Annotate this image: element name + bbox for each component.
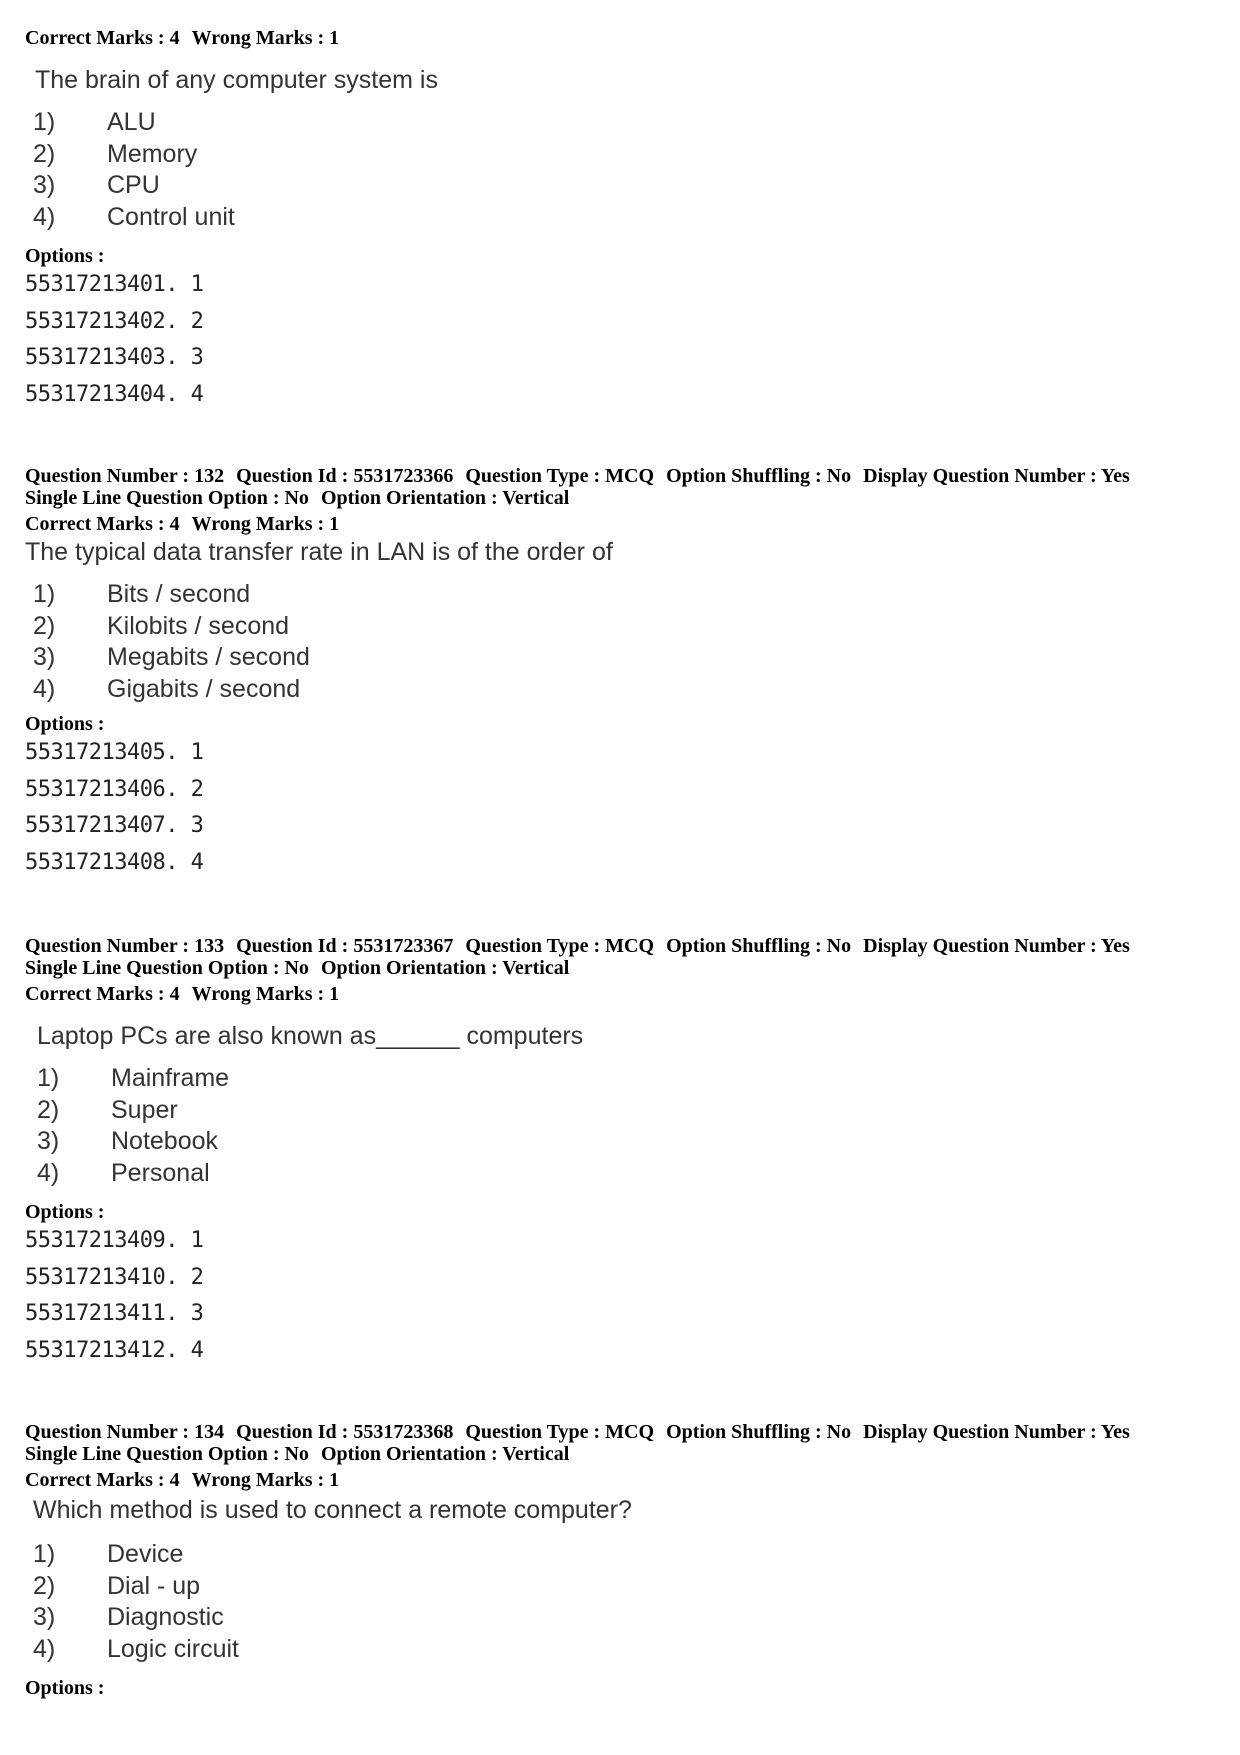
option-shuffling: Option Shuffling : No bbox=[666, 1421, 852, 1443]
marks-line bbox=[25, 983, 1225, 1005]
option-id: 55317213402. 2 bbox=[25, 308, 204, 334]
answer-choice: 2) Kilobits / second bbox=[33, 611, 290, 640]
single-line-option: Single Line Question Option : No bbox=[25, 1443, 309, 1465]
question-number: Question Number : 134 bbox=[25, 1421, 225, 1443]
answer-choice: 2) Dial - up bbox=[33, 1571, 201, 1600]
answer-choice: 3) CPU bbox=[33, 171, 160, 199]
question-id: Question Id : 5531723367 bbox=[236, 935, 454, 957]
display-question-number: Display Question Number : Yes bbox=[863, 1421, 1130, 1443]
answer-choice: 3) Notebook bbox=[37, 1127, 219, 1155]
answer-choice: 4) Logic circuit bbox=[33, 1634, 239, 1663]
marks-line bbox=[25, 513, 1225, 535]
question-text: The brain of any computer system is bbox=[35, 66, 438, 94]
option-id: 55317213403. 3 bbox=[25, 345, 204, 370]
correct-marks: Correct Marks : 4 bbox=[25, 1469, 180, 1491]
option-orientation: Option Orientation : Vertical bbox=[320, 487, 570, 509]
question-meta-2 bbox=[25, 957, 1225, 979]
question-meta bbox=[25, 935, 1225, 957]
answer-choice: 4) Gigabits / second bbox=[33, 674, 301, 703]
options-label: Options : bbox=[25, 1677, 105, 1699]
option-orientation: Option Orientation : Vertical bbox=[320, 957, 570, 979]
marks-line bbox=[25, 1469, 1225, 1491]
single-line-option: Single Line Question Option : No bbox=[25, 487, 309, 509]
marks-line bbox=[25, 27, 1225, 49]
question-type: Question Type : MCQ bbox=[465, 1421, 655, 1443]
option-id: 55317213405. 1 bbox=[25, 740, 204, 765]
correct-marks: Correct Marks : 4 bbox=[25, 983, 180, 1005]
display-question-number: Display Question Number : Yes bbox=[863, 935, 1130, 957]
option-id: 55317213408. 4 bbox=[25, 849, 204, 875]
question-text: Laptop PCs are also known as______ computers bbox=[37, 1022, 584, 1050]
wrong-marks: Wrong Marks : 1 bbox=[191, 27, 340, 49]
options-label: Options : bbox=[25, 713, 105, 735]
answer-choice: 3) Diagnostic bbox=[33, 1603, 224, 1631]
answer-choice: 1) ALU bbox=[33, 108, 156, 136]
answer-choices bbox=[25, 107, 1225, 233]
option-id: 55317213407. 3 bbox=[25, 813, 204, 838]
question-text: The typical data transfer rate in LAN is of the order of bbox=[25, 538, 613, 566]
option-id: 55317213412. 4 bbox=[25, 1337, 204, 1363]
options-label: Options : bbox=[25, 1201, 105, 1223]
wrong-marks: Wrong Marks : 1 bbox=[191, 513, 340, 535]
option-id: 55317213409. 1 bbox=[25, 1228, 204, 1253]
question-number: Question Number : 132 bbox=[25, 465, 225, 487]
options-label: Options : bbox=[25, 245, 105, 267]
question-meta-2 bbox=[25, 487, 1225, 509]
answer-choice: 1) Mainframe bbox=[37, 1064, 230, 1092]
wrong-marks: Wrong Marks : 1 bbox=[191, 983, 340, 1005]
question-id: Question Id : 5531723368 bbox=[236, 1421, 454, 1443]
answer-choice: 4) Control unit bbox=[33, 202, 235, 231]
answer-choice: 4) Personal bbox=[37, 1158, 210, 1187]
answer-choice: 1) Bits / second bbox=[33, 580, 251, 608]
answer-choice: 2) Super bbox=[37, 1095, 178, 1124]
option-id: 55317213410. 2 bbox=[25, 1264, 204, 1290]
wrong-marks: Wrong Marks : 1 bbox=[191, 1469, 340, 1491]
question-meta bbox=[25, 465, 1225, 487]
display-question-number: Display Question Number : Yes bbox=[863, 465, 1130, 487]
option-orientation: Option Orientation : Vertical bbox=[320, 1443, 570, 1465]
question-132 bbox=[25, 465, 1225, 881]
option-shuffling: Option Shuffling : No bbox=[666, 935, 852, 957]
question-type: Question Type : MCQ bbox=[465, 465, 655, 487]
option-id: 55317213406. 2 bbox=[25, 776, 204, 802]
option-ids bbox=[25, 735, 1225, 881]
answer-choices bbox=[25, 1539, 1225, 1665]
correct-marks: Correct Marks : 4 bbox=[25, 27, 180, 49]
question-id: Question Id : 5531723366 bbox=[236, 465, 454, 487]
answer-choices bbox=[29, 1063, 1225, 1189]
question-131 bbox=[25, 27, 1225, 413]
option-id: 55317213411. 3 bbox=[25, 1301, 204, 1326]
question-type: Question Type : MCQ bbox=[465, 935, 655, 957]
answer-choice: 3) Megabits / second bbox=[33, 643, 310, 671]
single-line-option: Single Line Question Option : No bbox=[25, 957, 309, 979]
answer-choice: 2) Memory bbox=[33, 139, 198, 168]
option-ids bbox=[25, 1223, 1225, 1369]
answer-choice: 1) Device bbox=[33, 1540, 184, 1568]
question-meta bbox=[25, 1421, 1225, 1443]
option-ids bbox=[25, 267, 1225, 413]
option-id: 55317213404. 4 bbox=[25, 381, 204, 407]
question-meta-2 bbox=[25, 1443, 1225, 1465]
option-shuffling: Option Shuffling : No bbox=[666, 465, 852, 487]
correct-marks: Correct Marks : 4 bbox=[25, 513, 180, 535]
question-text: Which method is used to connect a remote computer? bbox=[33, 1496, 632, 1524]
answer-choices bbox=[25, 579, 1225, 705]
option-id: 55317213401. 1 bbox=[25, 272, 204, 297]
question-134 bbox=[25, 1421, 1225, 1699]
question-number: Question Number : 133 bbox=[25, 935, 225, 957]
question-133 bbox=[25, 935, 1225, 1369]
